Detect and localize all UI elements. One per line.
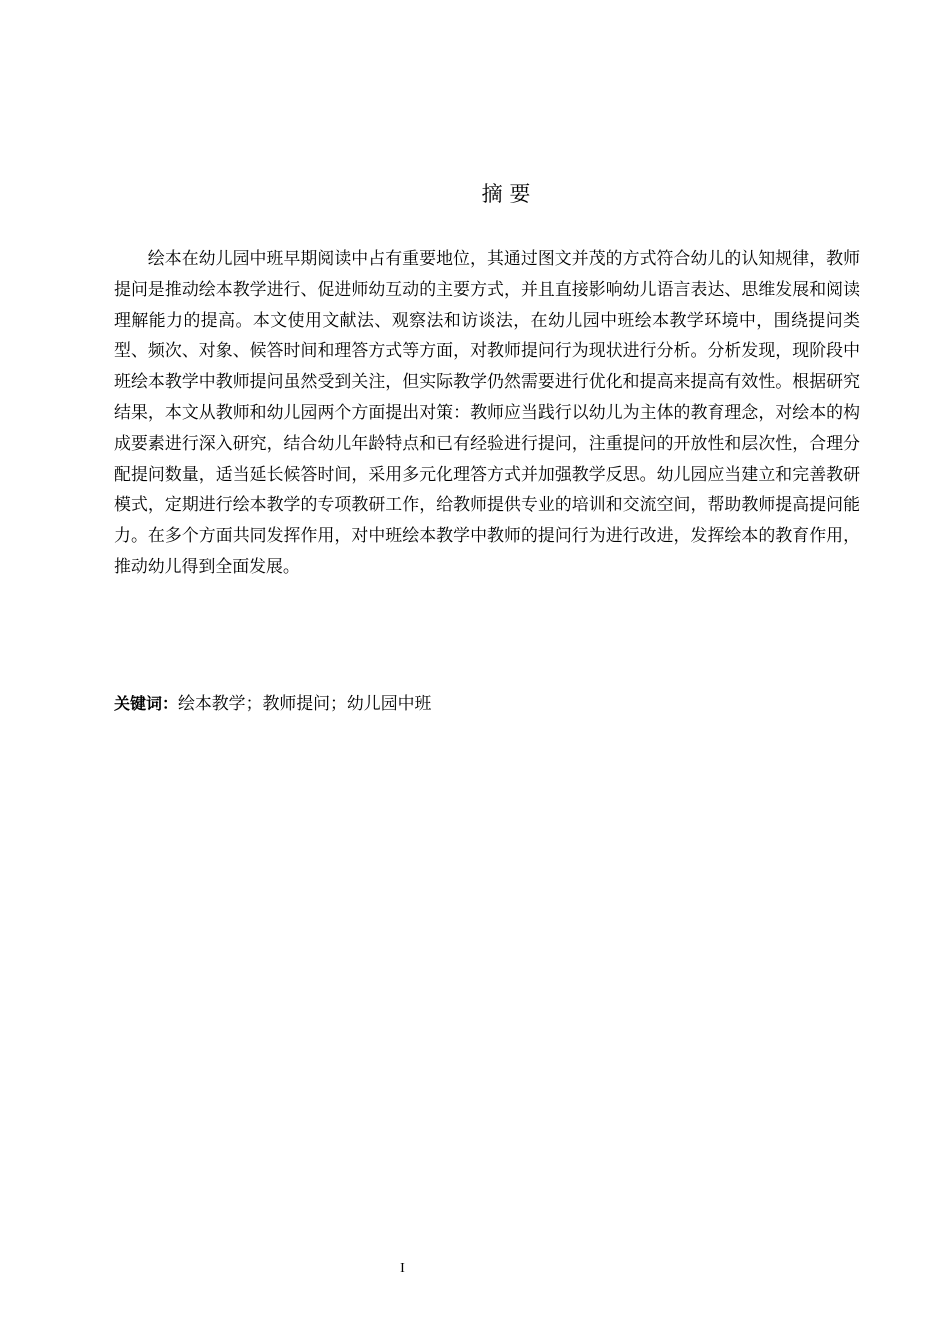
abstract-body: 绘本在幼儿园中班早期阅读中占有重要地位，其通过图文并茂的方式符合幼儿的认知规律，教师提问是推动绘本教学进行、促进师幼互动的主要方式，并且直接影响幼儿语言表达、思维发展和阅读理解能力的提高。本文使用文献法、观察法和访谈法，在幼儿园中班绘本教学环境中，围绕提问类型、频次、对象、候答时间和理答方式等方面，对教师提问行为现状进行分析。分析发现，现阶段中班绘本教学中教师提问虽然受到关注，但实际教学仍然需要进行优化和提高来提高有效性。根据研究结果，本文从教师和幼儿园两个方面提出对策：教师应当践行以幼儿为主体的教育理念，对绘本的构成要素进行深入研究，结合幼儿年龄特点和已有经验进行提问，注重提问的开放性和层次性，合理分配提问数量，适当延长候答时间，采用多元化理答方式并加强教学反思。幼儿园应当建立和完善教研模式，定期进行绘本教学的专项教研工作，给教师提供专业的培训和交流空间，帮助教师提高提问能力。在多个方面共同发挥作用，对中班绘本教学中教师的提问行为进行改进，发挥绘本的教育作用，推动幼儿得到全面发展。 [114, 248, 860, 576]
keywords-line [114, 689, 860, 718]
page-number: I [400, 1261, 405, 1276]
keywords-value: 绘本教学；教师提问；幼儿园中班 [178, 693, 432, 713]
abstract-title: 摘 要 [481, 182, 531, 206]
keywords-label: 关键词： [114, 694, 179, 713]
